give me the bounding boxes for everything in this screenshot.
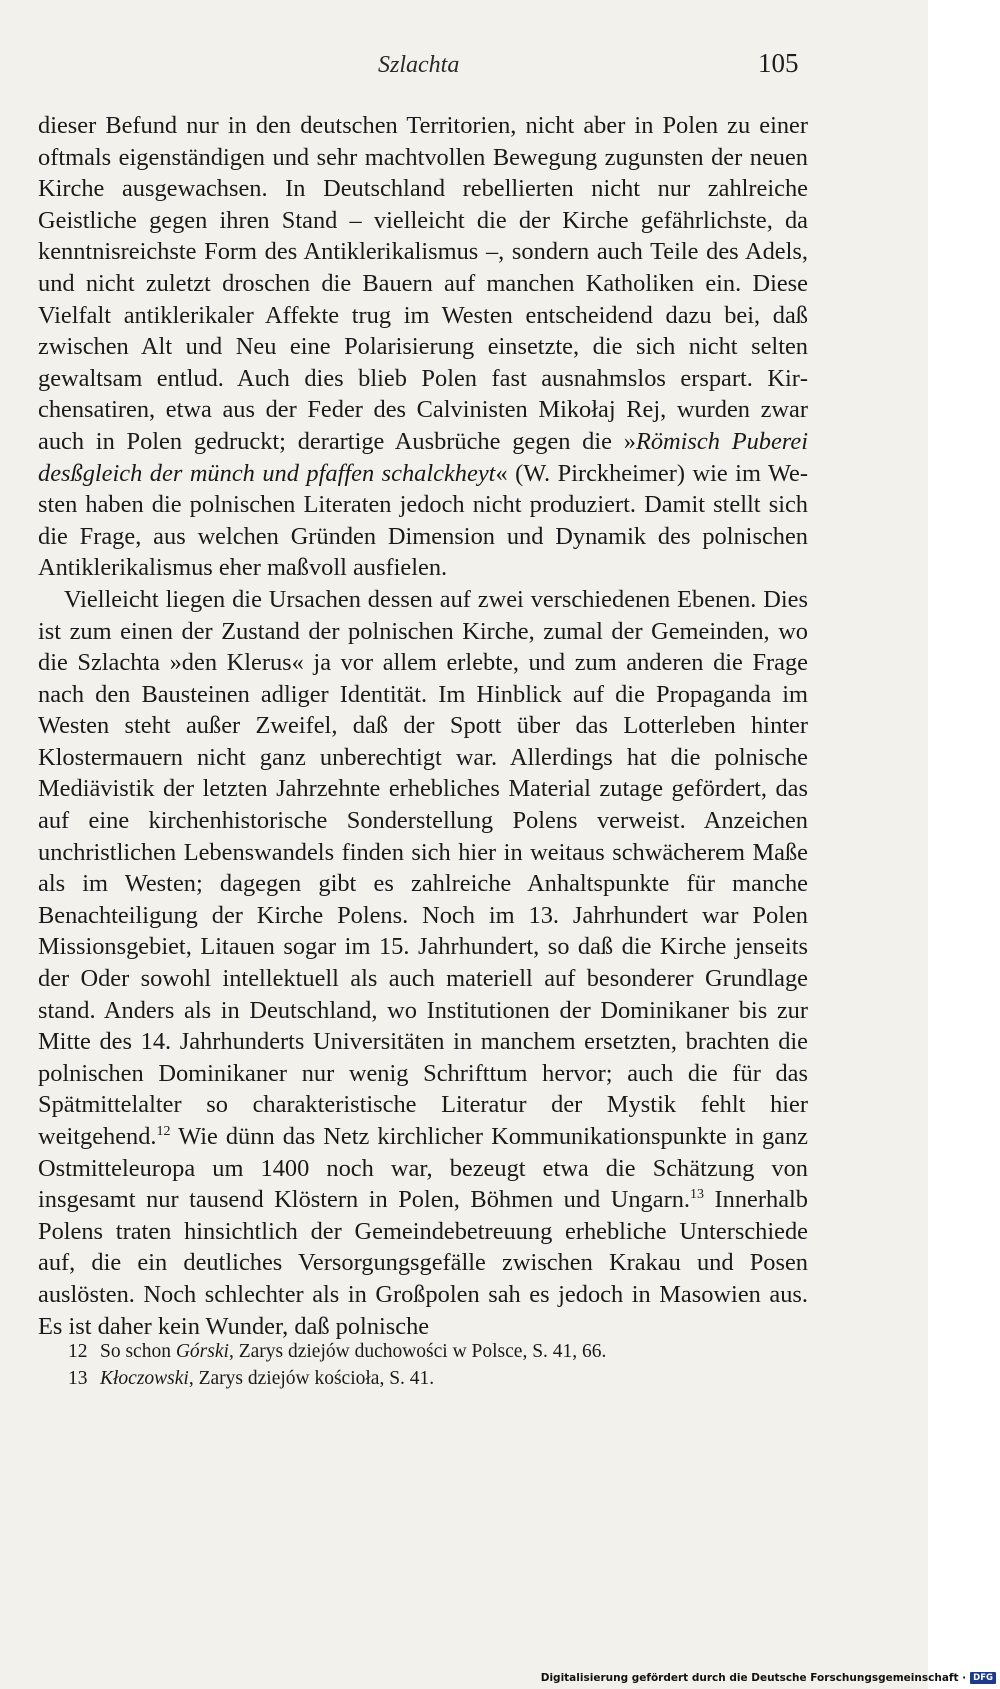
page-header (0, 48, 928, 88)
footnote-12 (68, 1338, 808, 1365)
footnote-text (100, 1338, 606, 1365)
footnote-13 (68, 1365, 808, 1392)
dfg-logo-icon: DFG (970, 1672, 996, 1684)
body-text (38, 110, 808, 1342)
paragraph-2-text-b: Wie dünn das Netz kirchlicher Kommunikationspunkte in ganz Ostmitteleuropa um 1400 noch war, bezeugt etwa die Schätzung von insgesamt nur tausend Klöstern in Polen, Böhmen und Ungarn. (38, 1123, 808, 1214)
paragraph-2-text-c: Innerhalb Polens traten hinsichtlich der Gemeindebetreuung erhebliche Unterschiede auf, die ein deutliches Versorgungsgefälle zwischen Krakau und Posen auslösten. Noch schlechter als in Großpolen sah es jedoch in Masowien aus. Es ist daher kein Wunder, daß polnische (38, 1186, 808, 1340)
paragraph-1 (38, 110, 808, 584)
footnote-author: Górski (175, 1341, 229, 1362)
running-title: Szlachta (378, 52, 460, 78)
paragraph-1-quote: Römisch Puberei desßgleich der münch und pfaffen schalckheyt (38, 427, 808, 487)
footnote-number: 13 (68, 1368, 88, 1389)
paragraph-2 (38, 584, 808, 1342)
footnote-rest: , Zarys dziejów kościoła, S. 41. (188, 1368, 435, 1389)
page-number: 105 (758, 48, 799, 78)
footnote-number: 12 (68, 1341, 88, 1362)
footnote-ref-13[interactable]: 13 (690, 1187, 704, 1203)
footnote-rest: , Zarys dziejów duchowości w Polsce, S. 41, 66. (228, 1341, 607, 1362)
footnote-prefix: So schon (100, 1341, 176, 1362)
digitization-credit (541, 1672, 996, 1684)
paragraph-2-text-a: Vielleicht liegen die Ursachen dessen auf zwei verschiedenen Ebenen. Dies ist zum einen der Zustand der polnischen Kirche, zumal der Gemeinden, wo die Szlachta »den Klerus« ja vor allem erlebte, und zum anderen die Frage nach den Bausteinen adliger Identität. Im Hinblick auf die Propaganda im Westen steht außer Zweifel, daß der Spott über das Lotterleben hinter Klostermauern nicht ganz unberechtigt war. Allerdings hat die polnische Mediävistik der letzten Jahrzehnte erhebliches Material zutage gefördert, das auf eine kirchenhistorische Sonderstellung Polens verweist. Anzeichen unchristlichen Lebenswandels finden sich hier in weitaus schwächerem Maße als im Westen; dagegen gibt es zahlreiche Anhaltspunkte für manche Benachteiligung der Kirche Polens. Noch im 13. Jahrhundert war Polen Missionsgebiet, Litauen sogar im 15. Jahrhundert, so daß die Kirche jenseits der Oder sowohl intellektuell als auch materiell auf besonderer Grundlage stand. Anders als in Deutschland, wo Institutionen der Dominikaner bis zur Mitte des 14. Jahrhunderts Universitäten in manchem ersetzten, brachten die polnischen Dominikaner nur wenig Schrifttum hervor; auch die für das Spätmittelalter so charakteristische Literatur der Mystik fehlt hier weitgehend. (38, 585, 808, 1150)
paragraph-1-text-a: dieser Befund nur in den deutschen Territorien, nicht aber in Polen zu einer oftmals eigenständigen und sehr machtvollen Bewegung zugunsten der neuen Kirche ausgewachsen. In Deutschland rebellierten nicht nur zahlreiche Geistliche gegen ihren Stand – vielleicht die der Kirche gefährlichste, da kenntnisreichste Form des Antiklerikalismus –, sondern auch Teile des Adels, und nicht zuletzt droschen die Bauern auf manchen Katholiken ein. Diese Vielfalt antiklerikaler Affekte trug im Westen entscheidend dazu bei, daß zwischen Alt und Neu eine Polarisierung einsetzte, die sich nicht selten gewaltsam entlud. Auch dies blieb Polen fast ausnahmslos erspart. Kirchensatiren, etwa aus der Feder des Calvinisten Mikołaj Rej, wurden zwar auch in Polen gedruckt; derartige Ausbrüche gegen die » (38, 112, 808, 455)
credit-text: Digitalisierung gefördert durch die Deutsche Forschungsgemeinschaft · (540, 1672, 967, 1684)
paragraph-1-text-b: « (W. Pirckheimer) wie im Westen haben die polnischen Literaten jedoch nicht produziert. Damit stellt sich die Frage, aus welchen Gründen Dimension und Dynamik des polnischen Antiklerikalismus eher maßvoll ausfielen. (38, 459, 808, 582)
footnotes (68, 1338, 808, 1392)
footnote-author: Kłoczowski (100, 1368, 189, 1389)
footnote-text (100, 1365, 434, 1392)
footnote-ref-12[interactable]: 12 (156, 1123, 171, 1139)
